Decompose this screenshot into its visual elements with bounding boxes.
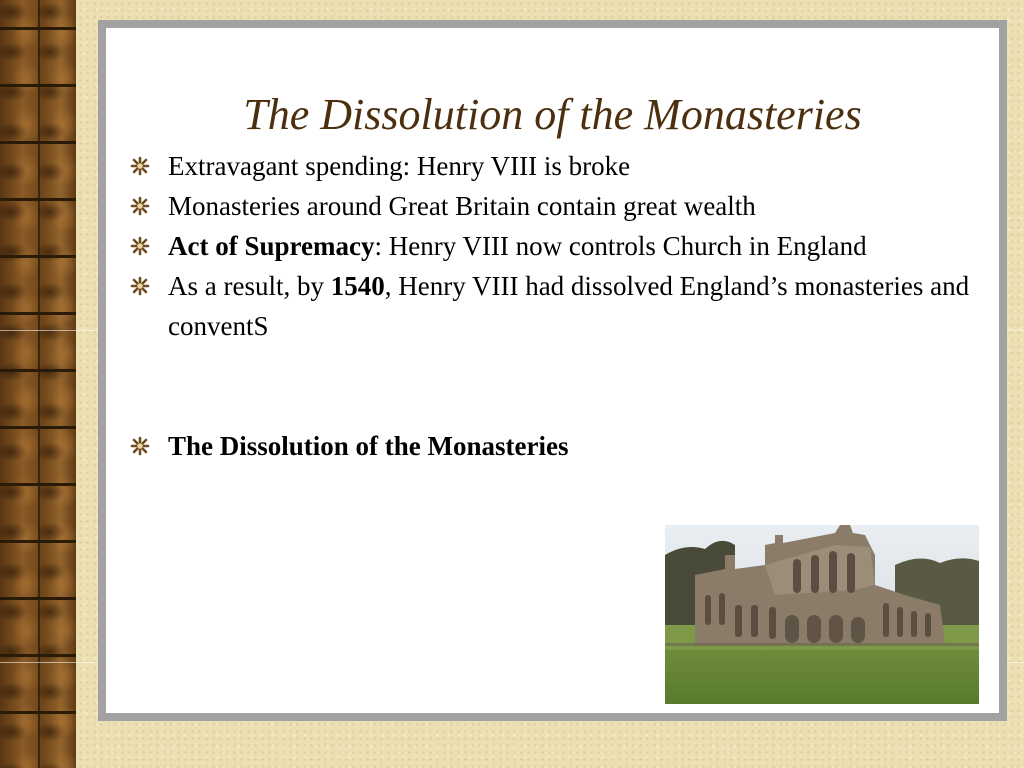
star-bullet-icon	[130, 196, 150, 216]
bullet-text: As a result, by	[168, 271, 331, 301]
bullet-text: , Henry VIII had dissolved England’s monasteries and conventS	[168, 271, 970, 341]
bullet-item	[130, 226, 990, 266]
bullet-text: Extravagant spending: Henry VIII is broke	[168, 151, 631, 181]
slide-panel	[106, 28, 999, 713]
star-bullet-icon	[130, 436, 150, 456]
bullet-text: Monasteries around Great Britain contain great wealth	[168, 191, 756, 221]
strip-divider	[38, 0, 40, 768]
abbey-ruins-illustration	[665, 525, 979, 704]
star-bullet-icon	[130, 276, 150, 296]
bullet-item	[130, 146, 990, 186]
bullet-item	[130, 426, 990, 466]
star-bullet-icon	[130, 236, 150, 256]
slide-title: The Dissolution of the Monasteries	[243, 90, 862, 139]
bullet-list	[130, 146, 990, 466]
slide-frame	[98, 20, 1007, 721]
abbey-ruins-photo	[665, 525, 979, 704]
bullet-item	[130, 266, 990, 346]
bullet-bold-text: Act of Supremacy	[168, 231, 375, 261]
bullet-bold-text: The Dissolution of the Monasteries	[168, 431, 569, 461]
bullet-text: : Henry VIII now controls Church in England	[374, 231, 867, 261]
star-bullet-icon	[130, 156, 150, 176]
bullet-item	[130, 186, 990, 226]
bullet-bold-year: 1540	[330, 271, 385, 301]
